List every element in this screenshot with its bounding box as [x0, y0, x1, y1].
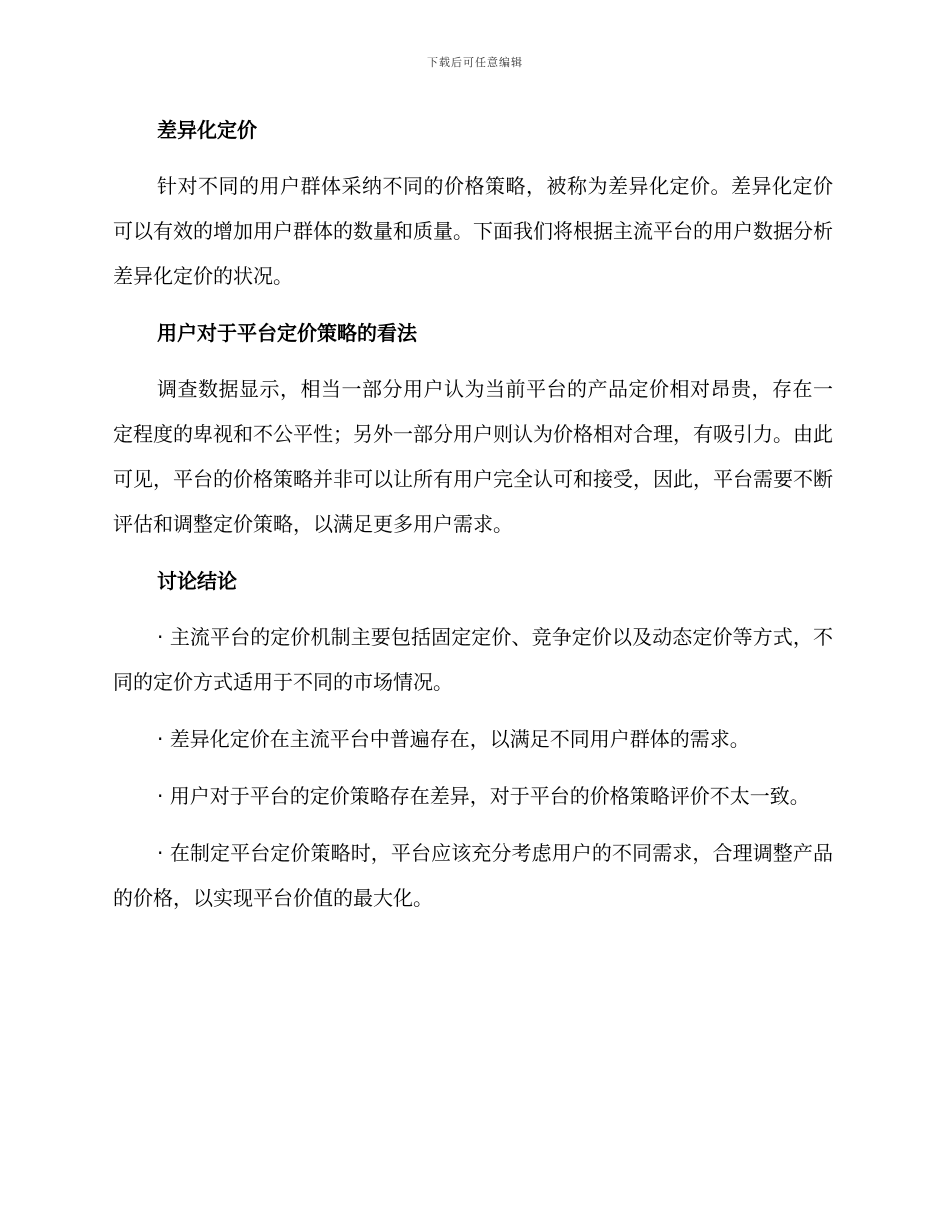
list-item: · 差异化定价在主流平台中普遍存在，以满足不同用户群体的需求。: [157, 727, 750, 751]
section-heading-conclusions: 讨论结论: [157, 569, 237, 593]
header-note: 下载后可任意编辑: [427, 56, 523, 69]
list-item: · 用户对于平台的定价策略存在差异，对于平台的价格策略评价不太一致。: [157, 784, 810, 808]
section-heading-differential-pricing: 差异化定价: [157, 118, 257, 142]
section-heading-user-views: 用户对于平台定价策略的看法: [157, 321, 417, 345]
paragraph: 针对不同的用户群体采纳不同的价格策略，被称为差异化定价。差异化定价可以有效的增加用户群体的数量和质量。下面我们将根据主流平台的用户数据分析差异化定价的状况。: [113, 174, 833, 288]
list-item: · 主流平台的定价机制主要包括固定定价、竞争定价以及动态定价等方式，不同的定价方式适用于不同的市场情况。: [113, 625, 833, 694]
paragraph: 调查数据显示，相当一部分用户认为当前平台的产品定价相对昂贵，存在一定程度的卑视和不公平性；另外一部分用户则认为价格相对合理，有吸引力。由此可见，平台的价格策略并非可以让所有用户完全认可和接受，因此，平台需要不断评估和调整定价策略，以满足更多用户需求。: [113, 377, 833, 536]
list-item: · 在制定平台定价策略时，平台应该充分考虑用户的不同需求，合理调整产品的价格，以实现平台价值的最大化。: [113, 841, 833, 910]
document-body: [113, 108, 833, 933]
